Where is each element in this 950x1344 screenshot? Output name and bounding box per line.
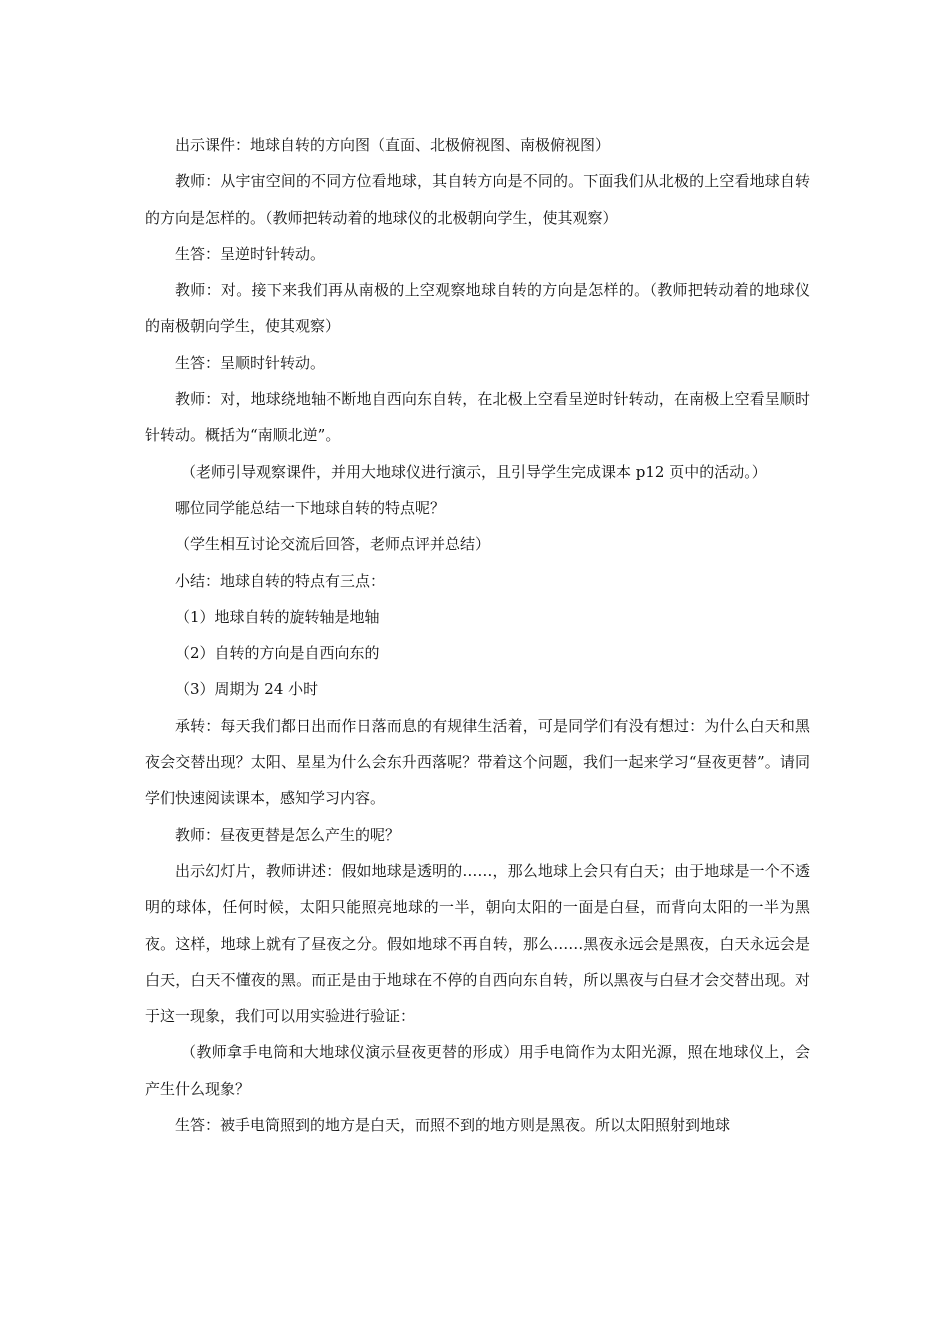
paragraph-teacher-south-pole: 教师：对。接下来我们再从南极的上空观察地球自转的方向是怎样的。（教师把转动着的地球仪的南极朝向学生，使其观察） <box>145 281 810 336</box>
paragraph-feature-1: （1）地球自转的旋转轴是地轴 <box>175 607 380 626</box>
paragraph-summary-heading: 小结：地球自转的特点有三点： <box>175 571 386 590</box>
paragraph-student-counterclockwise: 生答：呈逆时针转动。 <box>175 244 326 263</box>
paragraph-question-features: 哪位同学能总结一下地球自转的特点呢？ <box>175 498 446 517</box>
paragraph-teacher-day-night-question: 教师：昼夜更替是怎么产生的呢？ <box>175 825 401 844</box>
paragraph-feature-3: （3）周期为 24 小时 <box>175 680 319 699</box>
document-page <box>145 127 810 1143</box>
paragraph-teacher-demo-activity: （老师引导观察课件，并用大地球仪进行演示，且引导学生完成课本 p12 页中的活动。） <box>181 462 767 481</box>
paragraph-feature-2: （2）自转的方向是自西向东的 <box>175 644 380 663</box>
paragraph-teacher-summary-rotation: 教师：对，地球绕地轴不断地自西向东自转，在北极上空看呈逆时针转动，在南极上空看呈顺时针转动。概括为“南顺北逆”。 <box>145 390 810 445</box>
paragraph-student-discussion: （学生相互讨论交流后回答，老师点评并总结） <box>175 535 491 554</box>
paragraph-teacher-north-pole: 教师：从宇宙空间的不同方位看地球，其自转方向是不同的。下面我们从北极的上空看地球自转的方向是怎样的。（教师把转动着的地球仪的北极朝向学生，使其观察） <box>145 172 810 227</box>
paragraph-courseware-direction: 出示课件：地球自转的方向图（直面、北极俯视图、南极俯视图） <box>175 136 611 154</box>
paragraph-transition: 承转：每天我们都日出而作日落而息的有规律生活着，可是同学们有没有想过：为什么白天和黑夜会交替出现？太阳、星星为什么会东升西落呢？带着这个问题，我们一起来学习“昼夜更替”。请同学们快速阅读课本，感知学习内容。 <box>145 716 810 808</box>
paragraph-student-answer-flashlight: 生答：被手电筒照到的地方是白天，而照不到的地方则是黑夜。所以太阳照射到地球 <box>175 1116 731 1135</box>
paragraph-slides-explanation: 出示幻灯片，教师讲述：假如地球是透明的……，那么地球上会只有白天；由于地球是一个不透明的球体，任何时候，太阳只能照亮地球的一半，朝向太阳的一面是白昼，而背向太阳的一半为黑夜。这样，地球上就有了昼夜之分。假如地球不再自转，那么……黑夜永远会是黑夜，白天永远会是白天，白天不懂夜的黑。而正是由于地球在不停的自西向东自转，所以黑夜与白昼才会交替出现。对于这一现象，我们可以用实验进行验证： <box>145 861 810 1026</box>
paragraph-flashlight-demo: （教师拿手电筒和大地球仪演示昼夜更替的形成）用手电筒作为太阳光源，照在地球仪上，会产生什么现象？ <box>145 1043 810 1098</box>
paragraph-student-clockwise: 生答：呈顺时针转动。 <box>175 353 326 372</box>
